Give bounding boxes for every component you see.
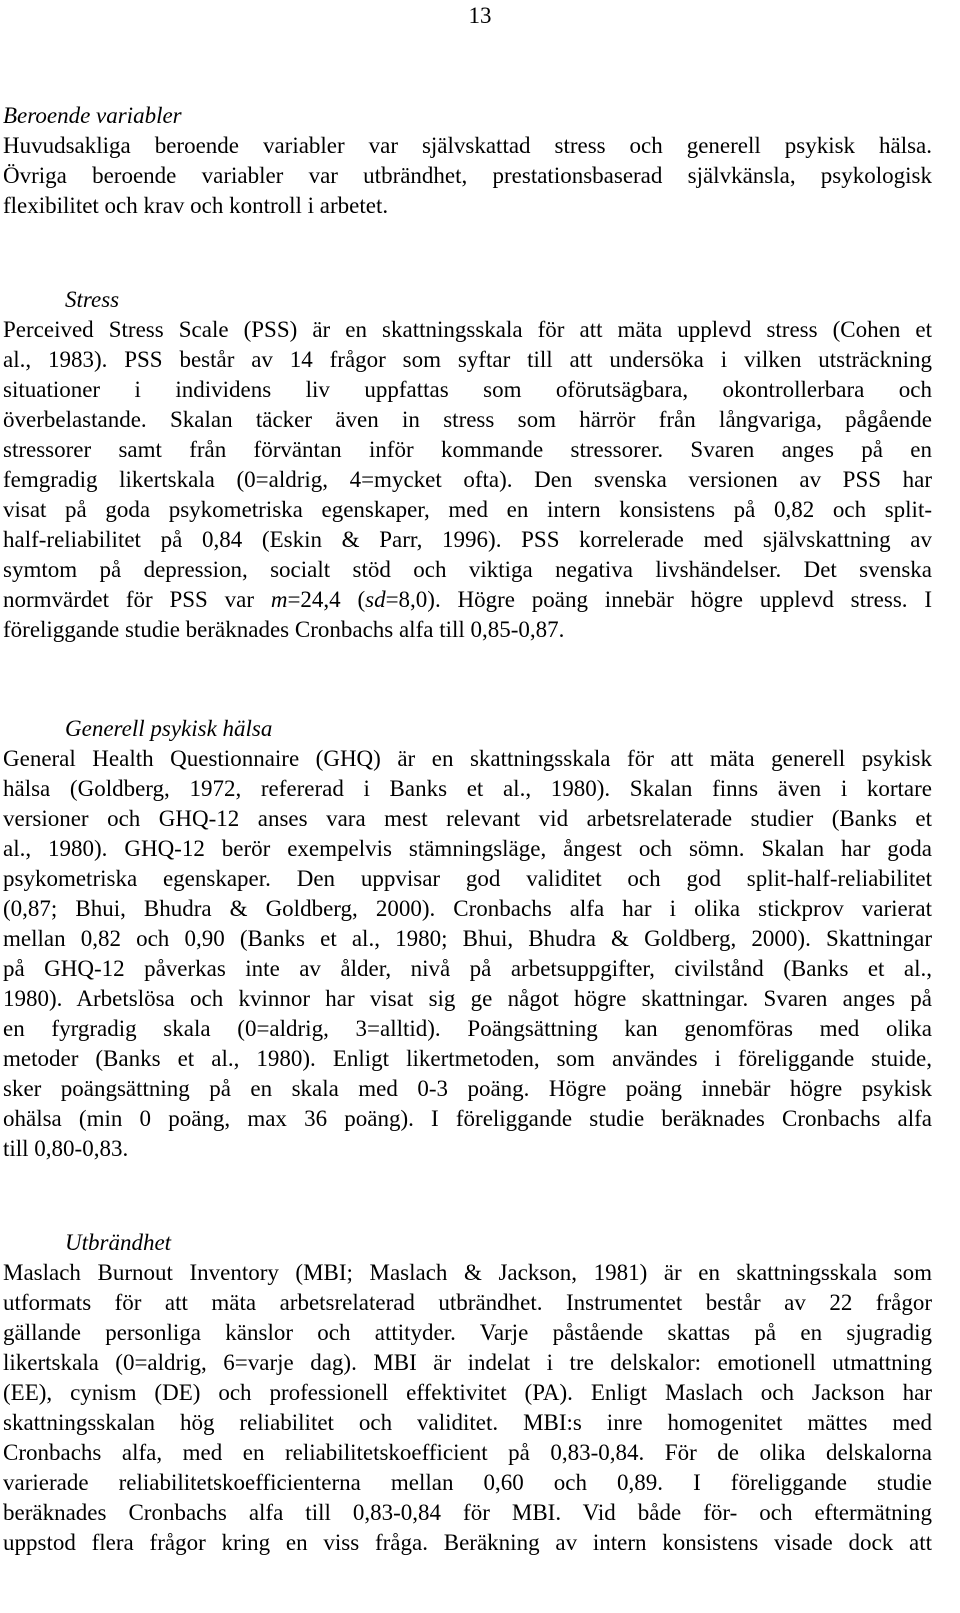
text-line: ohälsa (min 0 poäng, max 36 poäng). I föreliggande studie beräknades Cronbachs alfa: [3, 1106, 932, 1131]
text-line: hälsa (Goldberg, 1972, refererad i Banks et al., 1980). Skalan finns även i kortare: [3, 776, 932, 801]
text-line: föreliggande studie beräknades Cronbachs alfa till 0,85-0,87.: [3, 617, 565, 642]
text-line: stressorer samt från förväntan inför kommande stressorer. Svaren anges på en: [3, 437, 932, 462]
paragraph: [3, 315, 932, 645]
text-line: visat på goda psykometriska egenskaper, med en intern konsistens på 0,82 och split-: [3, 497, 932, 522]
text-line: (EE), cynism (DE) och professionell effektivitet (PA). Enligt Maslach och Jackson har: [3, 1380, 932, 1405]
paragraph: [3, 131, 932, 221]
section-general-health: [3, 714, 932, 1164]
text-line: symtom på depression, socialt stöd och viktiga negativa livshändelser. Det svenska: [3, 557, 932, 582]
text-line: metoder (Banks et al., 1980). Enligt likertmetoden, som användes i föreliggande stuide,: [3, 1046, 932, 1071]
section-heading: Generell psykisk hälsa: [65, 716, 273, 741]
text-line: mellan 0,82 och 0,90 (Banks et al., 1980; Bhui, Bhudra & Goldberg, 2000). Skattningar: [3, 926, 932, 951]
mean-symbol: m: [270, 587, 288, 612]
text-line: gällande personliga känslor och attityder. Varje påstående skattas på en sjugradig: [3, 1320, 932, 1345]
section-heading: Stress: [65, 287, 120, 312]
text-line: till 0,80-0,83.: [3, 1136, 129, 1161]
text-line: en fyrgradig skala (0=aldrig, 3=alltid). Poängsättning kan genomföras med olika: [3, 1016, 932, 1041]
section-heading: Utbrändhet: [65, 1230, 172, 1255]
section-heading: Beroende variabler: [3, 103, 182, 128]
text-line: Perceived Stress Scale (PSS) är en skattningsskala för att mäta upplevd stress (Cohen et: [3, 317, 932, 342]
text-line-norm: [3, 585, 932, 615]
text-line: (0,87; Bhui, Bhudra & Goldberg, 2000). Cronbachs alfa har i olika stickprov varierat: [3, 896, 932, 921]
section-dependent-variables: [3, 101, 932, 221]
text-line: psykometriska egenskaper. Den uppvisar god validitet och god split-half-reliabilitet: [3, 866, 932, 891]
text-line: beräknades Cronbachs alfa till 0,83-0,84 för MBI. Vid både för- och eftermätning: [3, 1500, 932, 1525]
page-number: 13: [468, 3, 492, 28]
text-line: 1980). Arbetslösa och kvinnor har visat sig ge något högre skattningar. Svaren anges på: [3, 986, 932, 1011]
text-line: varierade reliabilitetskoefficienterna mellan 0,60 och 0,89. I föreliggande studie: [3, 1470, 932, 1495]
text-line: överbelastande. Skalan täcker även in stress som härrör från långvariga, pågående: [3, 407, 932, 432]
text-line: likertskala (0=aldrig, 6=varje dag). MBI är indelat i tre delskalor: emotionell utmattning: [3, 1350, 932, 1375]
text-line: al., 1980). GHQ-12 berör exempelvis stämningsläge, ångest och sömn. Skalan har goda: [3, 836, 932, 861]
text-line: Övriga beroende variabler var utbrändhet, prestationsbaserad självkänsla, psykologisk: [3, 163, 932, 188]
text-line: utformats för att mäta arbetsrelaterad utbrändhet. Instrumentet består av 22 frågor: [3, 1290, 932, 1315]
sd-symbol: sd: [365, 587, 386, 612]
section-burnout: [3, 1228, 932, 1558]
norm-prefix: normvärdet för PSS var: [3, 587, 271, 612]
norm-mid: =24,4 (: [287, 587, 366, 612]
text-line: uppstod flera frågor kring en viss fråga. Beräkning av intern konsistens visade dock att: [3, 1530, 932, 1555]
text-line: skattningsskalan hög reliabilitet och validitet. MBI:s inre homogenitet mättes med: [3, 1410, 932, 1435]
text-line: på GHQ-12 påverkas inte av ålder, nivå på arbetsuppgifter, civilstånd (Banks et al.,: [3, 956, 932, 981]
paragraph: [3, 1258, 932, 1558]
text-line: General Health Questionnaire (GHQ) är en skattningsskala för att mäta generell psykisk: [3, 746, 932, 771]
text-line: sker poängsättning på en skala med 0-3 poäng. Högre poäng innebär högre psykisk: [3, 1076, 932, 1101]
text-line: Maslach Burnout Inventory (MBI; Maslach & Jackson, 1981) är en skattningsskala som: [3, 1260, 932, 1285]
text-line: al., 1983). PSS består av 14 frågor som syftar till att undersöka i vilken utsträckning: [3, 347, 932, 372]
text-line: half-reliabilitet på 0,84 (Eskin & Parr, 1996). PSS korrelerade med självskattning av: [3, 527, 932, 552]
text-line: flexibilitet och krav och kontroll i arbetet.: [3, 193, 389, 218]
paragraph: [3, 744, 932, 1164]
text-line: femgradig likertskala (0=aldrig, 4=mycket ofta). Den svenska versionen av PSS har: [3, 467, 932, 492]
text-line: Cronbachs alfa, med en reliabilitetskoefficient på 0,83-0,84. För de olika delskalorna: [3, 1440, 932, 1465]
section-stress: [3, 285, 932, 645]
norm-suffix: =8,0). Högre poäng innebär högre upplevd stress. I: [385, 587, 932, 612]
text-line: Huvudsakliga beroende variabler var självskattad stress och generell psykisk hälsa.: [3, 133, 932, 158]
text-line: versioner och GHQ-12 anses vara mest relevant vid arbetsrelaterade studier (Banks et: [3, 806, 932, 831]
text-line: situationer i individens liv uppfattas som oförutsägbara, okontrollerbara och: [3, 377, 932, 402]
